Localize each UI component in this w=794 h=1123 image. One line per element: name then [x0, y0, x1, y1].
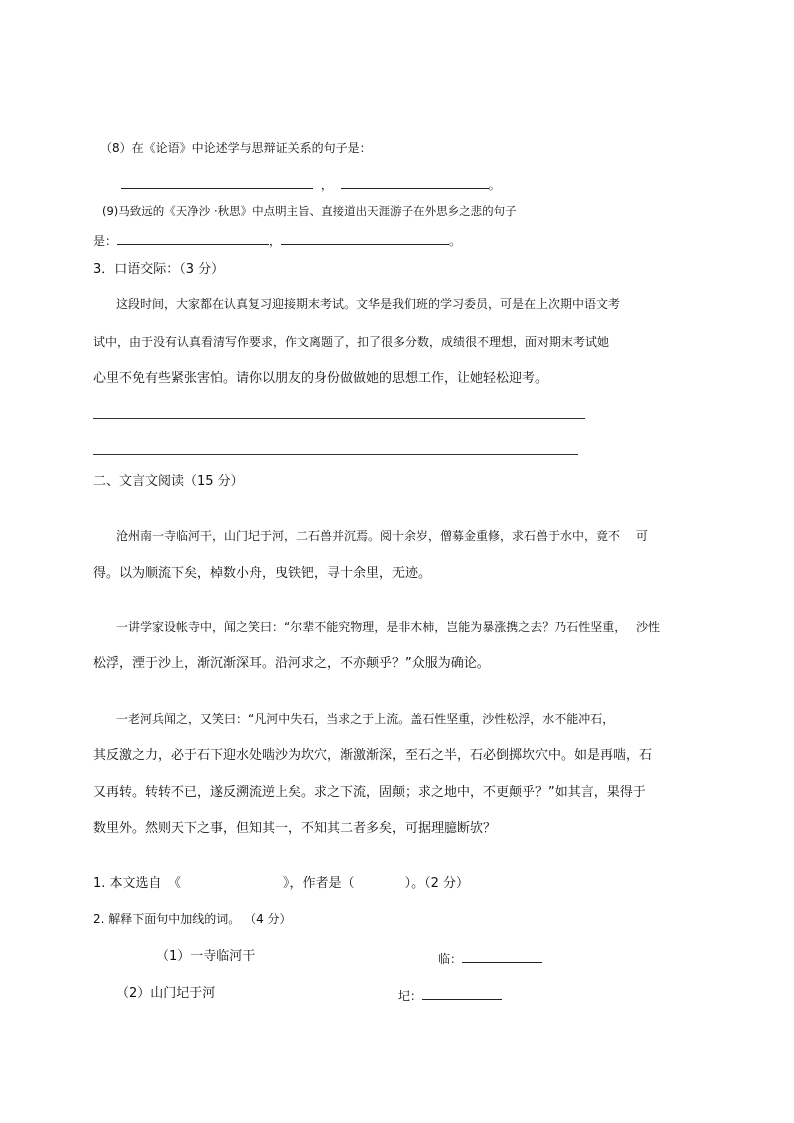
- passage-line: 一老河兵闻之，又笑曰：“凡河中失石，当求之于上流。盖石性坚重，沙性松浮，水不能冲石，: [116, 712, 615, 726]
- passage-line: 一讲学家设帐寺中，闻之笑曰：“尔辈不能究物理，是非木柿，岂能为暴涨携之去？乃石性坚重， 沙性: [116, 620, 661, 634]
- answer-blank[interactable]: [462, 951, 542, 963]
- q3-paragraph-line: 试中，由于没有认真看清写作要求，作文离题了，扣了很多分数，成绩很不理想，面对期末考试她: [93, 335, 610, 349]
- passage-line: 数里外。然则天下之事，但知其一，不知其二者多矣，可据理臆断欤？: [93, 821, 497, 836]
- answer-blank[interactable]: [281, 233, 449, 245]
- section-2-title: 二、文言文阅读（15 分）: [93, 474, 244, 489]
- question-2-item-1: （1）一寺临河干: [156, 949, 256, 964]
- separator: ，: [269, 234, 282, 248]
- passage-line: 沧州南一寺临河干，山门圮于河，二石兽并沉焉。阅十余岁，僧募金重修，求石兽于水中，竟不 可: [116, 529, 648, 543]
- answer-blank[interactable]: [341, 177, 489, 189]
- passage-line: 又再转。转转不已，遂反溯流逆上矣。求之下流，固颠；求之地中，不更颠乎？”如其言，果得于: [93, 785, 646, 800]
- period: 。: [449, 234, 462, 248]
- question-1: [93, 877, 469, 890]
- question-8-label: （8）在《论语》中论述学与思辩证关系的句子是：: [100, 141, 372, 155]
- q3-paragraph-line: 心里不免有些紧张害怕。请你以朋友的身份做做她的思想工作，让她轻松迎考。: [93, 371, 549, 386]
- word-label: 圮：: [398, 989, 423, 1003]
- question-2-item-2-answer: [398, 988, 502, 1002]
- passage-line: 得。以为顺流下矣，棹数小舟，曳铁钯，寻十余里，无迹。: [93, 566, 432, 581]
- prefix: 是：: [93, 234, 118, 248]
- question-2-item-2: （2）山门圮于河: [116, 986, 216, 1001]
- answer-blank[interactable]: [422, 988, 502, 1000]
- passage-line: 松浮，湮于沙上，渐沉渐深耳。沿河求之，不亦颠乎？”众服为确论。: [93, 656, 490, 671]
- q1-end: ）。（2 分）: [404, 876, 469, 891]
- question-8-answer-row: [121, 177, 501, 191]
- answer-blank[interactable]: [117, 233, 269, 245]
- q1-prefix: 1. 本文选自 《: [93, 876, 182, 891]
- question-2-title: 2. 解释下面句中加线的词。 （4 分）: [93, 912, 292, 926]
- q1-mid: 》，作者是（: [283, 876, 355, 891]
- period: 。: [488, 178, 501, 192]
- separator: ，: [320, 178, 333, 192]
- question-2-item-1-answer: [438, 951, 542, 965]
- section-3-title: 3．口语交际：（3 分）: [93, 262, 225, 277]
- question-9-answer-row: [93, 233, 461, 247]
- q3-paragraph-line: 这段时间，大家都在认真复习迎接期末考试。文华是我们班的学习委员，可是在上次期中语文考: [116, 297, 621, 311]
- question-9-label: (9)马致远的《天净沙 ·秋思》中点明主旨、直接道出天涯游子在外思乡之悲的句子: [102, 204, 517, 218]
- answer-line[interactable]: [93, 454, 578, 455]
- answer-blank[interactable]: [121, 177, 313, 189]
- answer-line[interactable]: [93, 418, 585, 419]
- passage-line: 其反激之力，必于石下迎水处啮沙为坎穴，渐激渐深，至石之半，石必倒掷坎穴中。如是再啮，石: [93, 748, 653, 763]
- word-label: 临：: [438, 952, 463, 966]
